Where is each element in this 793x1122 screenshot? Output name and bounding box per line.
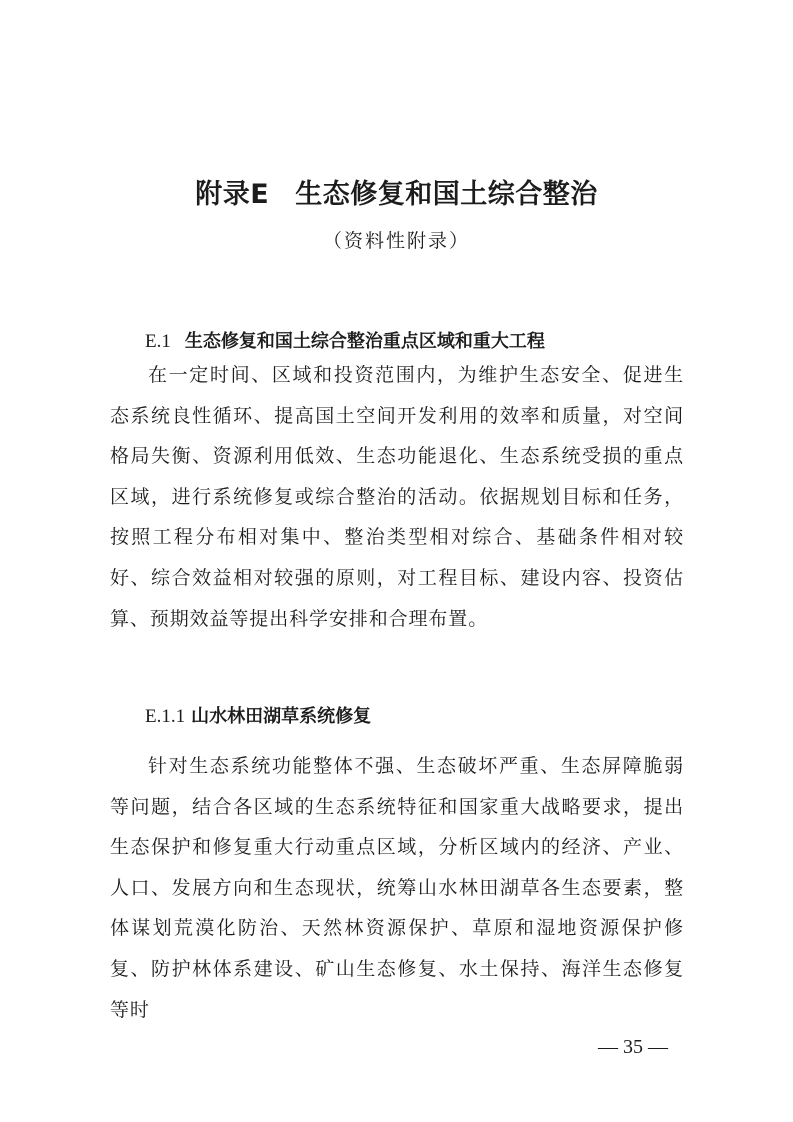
section-e1-1-paragraph: 针对生态系统功能整体不强、生态破坏严重、生态屏障脆弱等问题，结合各区域的生态系统特征和国家重大战略要求，提出生态保护和修复重大行动重点区域，分析区域内的经济、产业、人口、发展方向和生态现状，统筹山水林田湖草各生态要素，整体谋划荒漠化防治、天然林资源保护、草原和湿地资源保护修复、防护林体系建设、矿山生态修复、水土保持、海洋生态修复等时 [110, 755, 684, 1021]
appendix-label: 附录E [195, 179, 270, 210]
section-heading-e1-1 [145, 702, 371, 728]
section-number: E.1 [145, 331, 171, 352]
section-title: 生态修复和国土综合整治重点区域和重大工程 [184, 331, 545, 352]
section-e1-paragraph: 在一定时间、区域和投资范围内，为维护生态安全、促进生态系统良性循环、提高国土空间开发利用的效率和质量，对空间格局失衡、资源利用低效、生态功能退化、生态系统受损的重点区域，进行系统修复或综合整治的活动。依据规划目标和任务，按照工程分布相对集中、整治类型相对综合、基础条件相对较好、综合效益相对较强的原则，对工程目标、建设内容、投资估算、预期效益等提出科学安排和合理布置。 [110, 364, 684, 630]
subsection-number: E.1.1 [145, 706, 186, 727]
page-number: — 35 — [598, 1036, 668, 1058]
subsection-title: 山水林田湖草系统修复 [191, 706, 372, 727]
appendix-title [0, 172, 793, 211]
section-heading-e1 [145, 327, 545, 353]
appendix-subtitle: （资料性附录） [322, 230, 470, 252]
appendix-title-text: 生态修复和国土综合整治 [295, 179, 598, 210]
